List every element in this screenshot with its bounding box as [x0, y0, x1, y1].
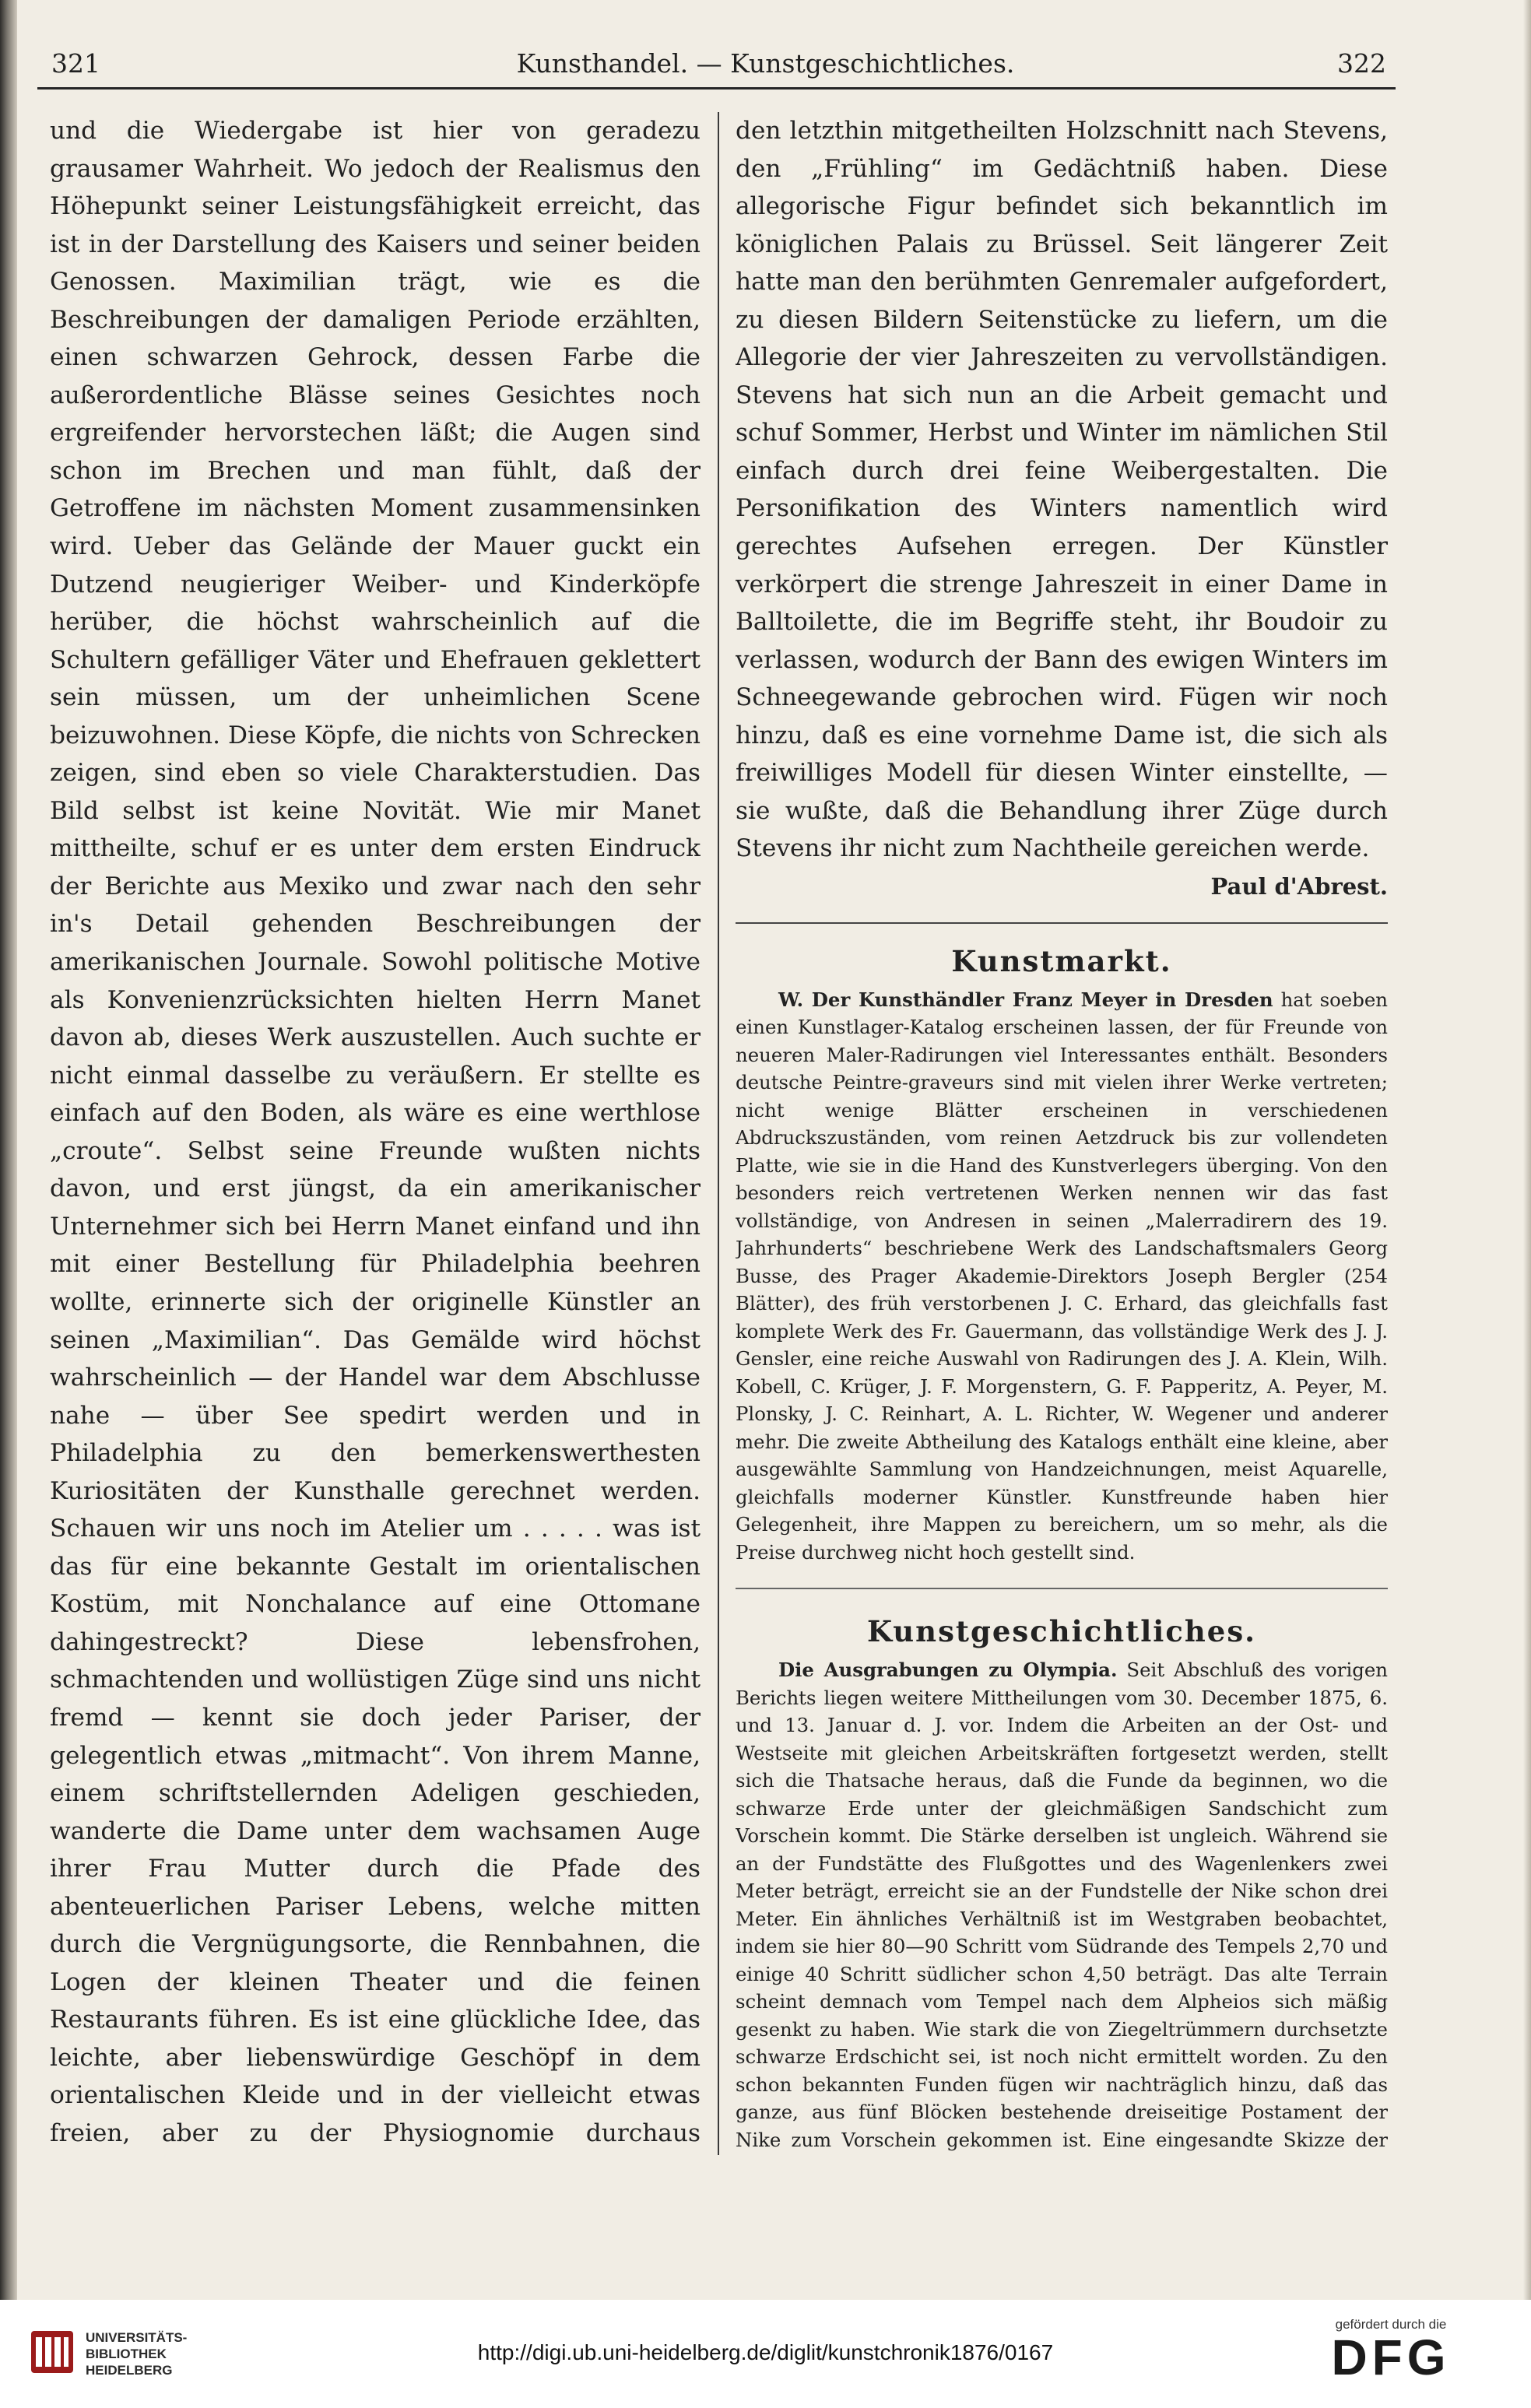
funder-caption: gefördert durch die: [1335, 2317, 1447, 2332]
author-signature: Paul d'Abrest.: [1210, 872, 1388, 900]
dfg-logo: DFG: [1331, 2329, 1451, 2385]
left-paragraph: und die Wiedergabe ist hier von geradezu grausamer Wahrheit. Wo jedoch der Realismus den Höhepunkt seiner Leistungsfähigkeit erreicht, das ist in der Darstellung des Kaisers und seiner beiden Genossen. Maximilian trägt, wie es die Beschreibungen der damaligen Periode erzählten, einen schwarzen Gehrock, dessen Farbe die außerordentliche Blässe seines Gesichtes noch ergreifender hervorstechen läßt; die Augen sind schon im Brechen und man fühlt, daß der Getroffene im nächsten Moment zusammensinken wird. Ueber das Gelände der Mauer guckt ein Dutzend neugieriger Weiber- und Kinderköpfe herüber, die höchst wahrscheinlich auf die Schultern gefälliger Väter und Ehefrauen geklettert sein müssen, um der unheimlichen Scene beizuwohnen. Diese Köpfe, die nichts von Schrecken zeigen, sind eben so viele Charakterstudien. Das Bild selbst ist keine Novität. Wie mir Manet mittheilte, schuf er es unter dem ersten Eindruck der Berichte aus Mexiko und zwar nach den sehr in's Detail gehenden Beschreibungen der amerikanischen Journale. Sowohl politische Motive als Konvenienzrücksichten hielten Herrn Manet davon ab, dieses Werk auszustellen. Auch suchte er nicht einmal dasselbe zu veräußern. Er stellte es einfach auf den Boden, als wäre es eine werthlose „croute“. Selbst seine Freunde wußten nichts davon, und erst jüngst, da ein amerikanischer Unternehmer sich bei Herrn Manet einfand und ihn mit einer Bestellung für Philadelphia beehren wollte, erinnerte sich der originelle Künstler an seinen „Maximilian“. Das Gemälde wird höchst wahrscheinlich — der Handel war dem Abschlusse nahe — über See spedirt werden und in Philadelphia zu den bemerkenswerthesten Kuriositäten der Kunsthalle gerechnet werden. Schauen wir uns noch im Atelier um . . . . . was ist das für eine bekannte Gestalt im orientalischen Kostüm, mit Nonchalance auf eine Ottomane dahingestreckt? Diese lebensfrohen, schmachtenden und wollüstigen Züge sind uns nicht fremd — kennt sie doch jeder Pariser, der gelegentlich etwas „mitmacht“. Von ihrem Manne, einem schriftstellernden Adeligen geschieden, wanderte die Dame unter dem wachsamen Auge ihrer Frau Mutter durch die Pfade des abenteuerlichen Pariser Lebens, welche mitten durch die Vergnügungsorte, die Rennbahnen, die Logen der kleinen Theater und die feinen Restaurants führen. Es ist eine glückliche Idee, das leichte, aber liebenswürdige Geschöpf in dem orientalischen Kleide und in der vielleicht etwas freien, aber zu der Physiognomie durchaus: [50, 117, 701, 2147]
left-column: [50, 112, 701, 2155]
right-column: [736, 112, 1388, 2155]
running-title: Kunsthandel. — Kunstgeschichtliches.: [516, 48, 1015, 79]
section-rule: [736, 1588, 1388, 1589]
kunstmarkt-text: hat soeben einen Kunstlager-Katalog erscheinen lassen, der für Freunde von neueren Maler-Radirungen viel Interessantes enthält. Besonders deutsche Peintre-graveurs sind mit vielen ihrer Werke vertreten; nicht wenige Blätter erscheinen in verschiedenen Abdruckszuständen, vom reinen Aetzdruck bis zur vollendeten Platte, wie sie in die Hand des Kunstverlegers überging. Von den besonders reich vertretenen Werken nennen wir das fast vollständige, von Andresen in seinen „Malerradirern des 19. Jahrhunderts“ beschriebene Werk des Landschaftsmalers Georg Busse, des Prager Akademie-Direktors Joseph Bergler (254 Blätter), des früh verstorbenen J. C. Erhard, das gleichfalls fast komplete Werk des Fr. Gauermann, das vollständige Werk des J. J. Gensler, eine reiche Auswahl von Radirungen des J. A. Klein, Wilh. Kobell, C. Krüger, J. F. Morgenstern, G. F. Papperitz, A. Peyer, M. Plonsky, J. C. Reinhart, A. L. Richter, W. Wegener und anderer mehr. Die zweite Abtheilung des Katalogs enthält eine kleine, aber ausgewählte Sammlung von Handzeichnungen, meist Aquarelle, gleichfalls moderner Künstler. Kunstfreunde haben hier Gelegenheit, ihre Mappen zu bereichern, um so mehr, als die Preise durchweg nicht hoch gestellt sind.: [736, 988, 1388, 1564]
funder-block[interactable]: [1282, 2317, 1500, 2385]
digitization-footer: [0, 2300, 1531, 2408]
source-url-link[interactable]: http://digi.ub.uni-heidelberg.de/diglit/kunstchronik1876/0167: [477, 2340, 1054, 2364]
section-heading-kunstgeschichtliches: Kunstgeschichtliches.: [866, 1614, 1257, 1649]
page-number-right: 322: [1337, 48, 1386, 79]
column-divider: [718, 112, 719, 2155]
library-name: UNIVERSITÄTS- BIBLIOTHEK HEIDELBERG: [86, 2330, 188, 2378]
kunstmarkt-lead: W. Der Kunsthändler Franz Meyer in Dresden: [778, 988, 1273, 1011]
olympia-lead: Die Ausgrabungen zu Olympia.: [778, 1659, 1118, 1682]
header-rule: [37, 87, 1396, 90]
section-rule: [736, 922, 1388, 924]
section-heading-kunstmarkt: Kunstmarkt.: [951, 943, 1172, 978]
page-gutter-shadow: [0, 0, 17, 2300]
right-continuation-paragraph: den letzthin mitgetheilten Holzschnitt nach Stevens, den „Frühling“ im Gedächtniß haben. Diese allegorische Figur befindet sich bekanntlich im königlichen Palais zu Brüssel. Seit längerer Zeit hatte man den berühmten Genremaler aufgefordert, zu diesen Bildern Seitenstücke zu liefern, um die Allegorie der vier Jahreszeiten zu vervollständigen. Stevens hat sich nun an die Arbeit gemacht und schuf Sommer, Herbst und Winter im nämlichen Stil einfach durch drei feine Weibergestalten. Die Personifikation des Winters namentlich wird gerechtes Aufsehen erregen. Der Künstler verkörpert die strenge Jahreszeit in einer Dame in Balltoilette, die im Begriffe steht, ihr Boudoir zu verlassen, wodurch der Bann des ewigen Winters im Schneegewande gebrochen wird. Fügen wir noch hinzu, daß es eine vornehme Dame ist, die sich als freiwilliges Modell für diesen Winter einstellte, — sie wußte, daß die Behandlung ihrer Züge durch Stevens ihr nicht zum Nachtheile gereichen werde.: [736, 117, 1388, 863]
olympia-paragraph: [736, 1656, 1388, 2155]
olympia-text: Seit Abschluß des vorigen Berichts liegen weitere Mittheilungen vom 30. December 1875, 6. und 13. Januar d. J. vor. Indem die Arbeiten an der Ost- und Westseite mit gleichen Arbeitskräften fortgesetzt werden, stellt sich die Thatsache heraus, daß die Funde da beginnen, wo die schwarze Erde unter der gleichmäßigen Sandschicht zum Vorschein kommt. Die Stärke derselben ist ungleich. Während sie an der Fundstätte des Flußgottes und des Wagenlenkers zwei Meter beträgt, erreicht sie an der Fundstelle der Nike schon drei Meter. Ein ähnliches Verhältniß ist im Westgraben beobachtet, indem sie hier 80—90 Schritt vom Südrande des Tempels 2,70 und einige 40 Schritt südlicher schon 4,50 beträgt. Das alte Terrain scheint demnach vom Tempel nach dem Alpheios sich mäßig gesenkt zu haben. Wie stark die von Ziegeltrümmern durchsetzte schwarze Erdschicht sei, ist noch nicht ermittelt worden. Zu den schon bekannten Funden fügen wir nachträglich hinzu, daß das ganze, aus fünf Blöcken bestehende dreiseitige Postament der Nike zum Vorschein gekommen ist. Eine eingesandte Skizze der: [736, 1659, 1388, 2151]
kunstmarkt-paragraph: [736, 986, 1388, 1567]
page-edge-shadow: [1523, 0, 1531, 2300]
page-number-left: 321: [51, 48, 100, 79]
